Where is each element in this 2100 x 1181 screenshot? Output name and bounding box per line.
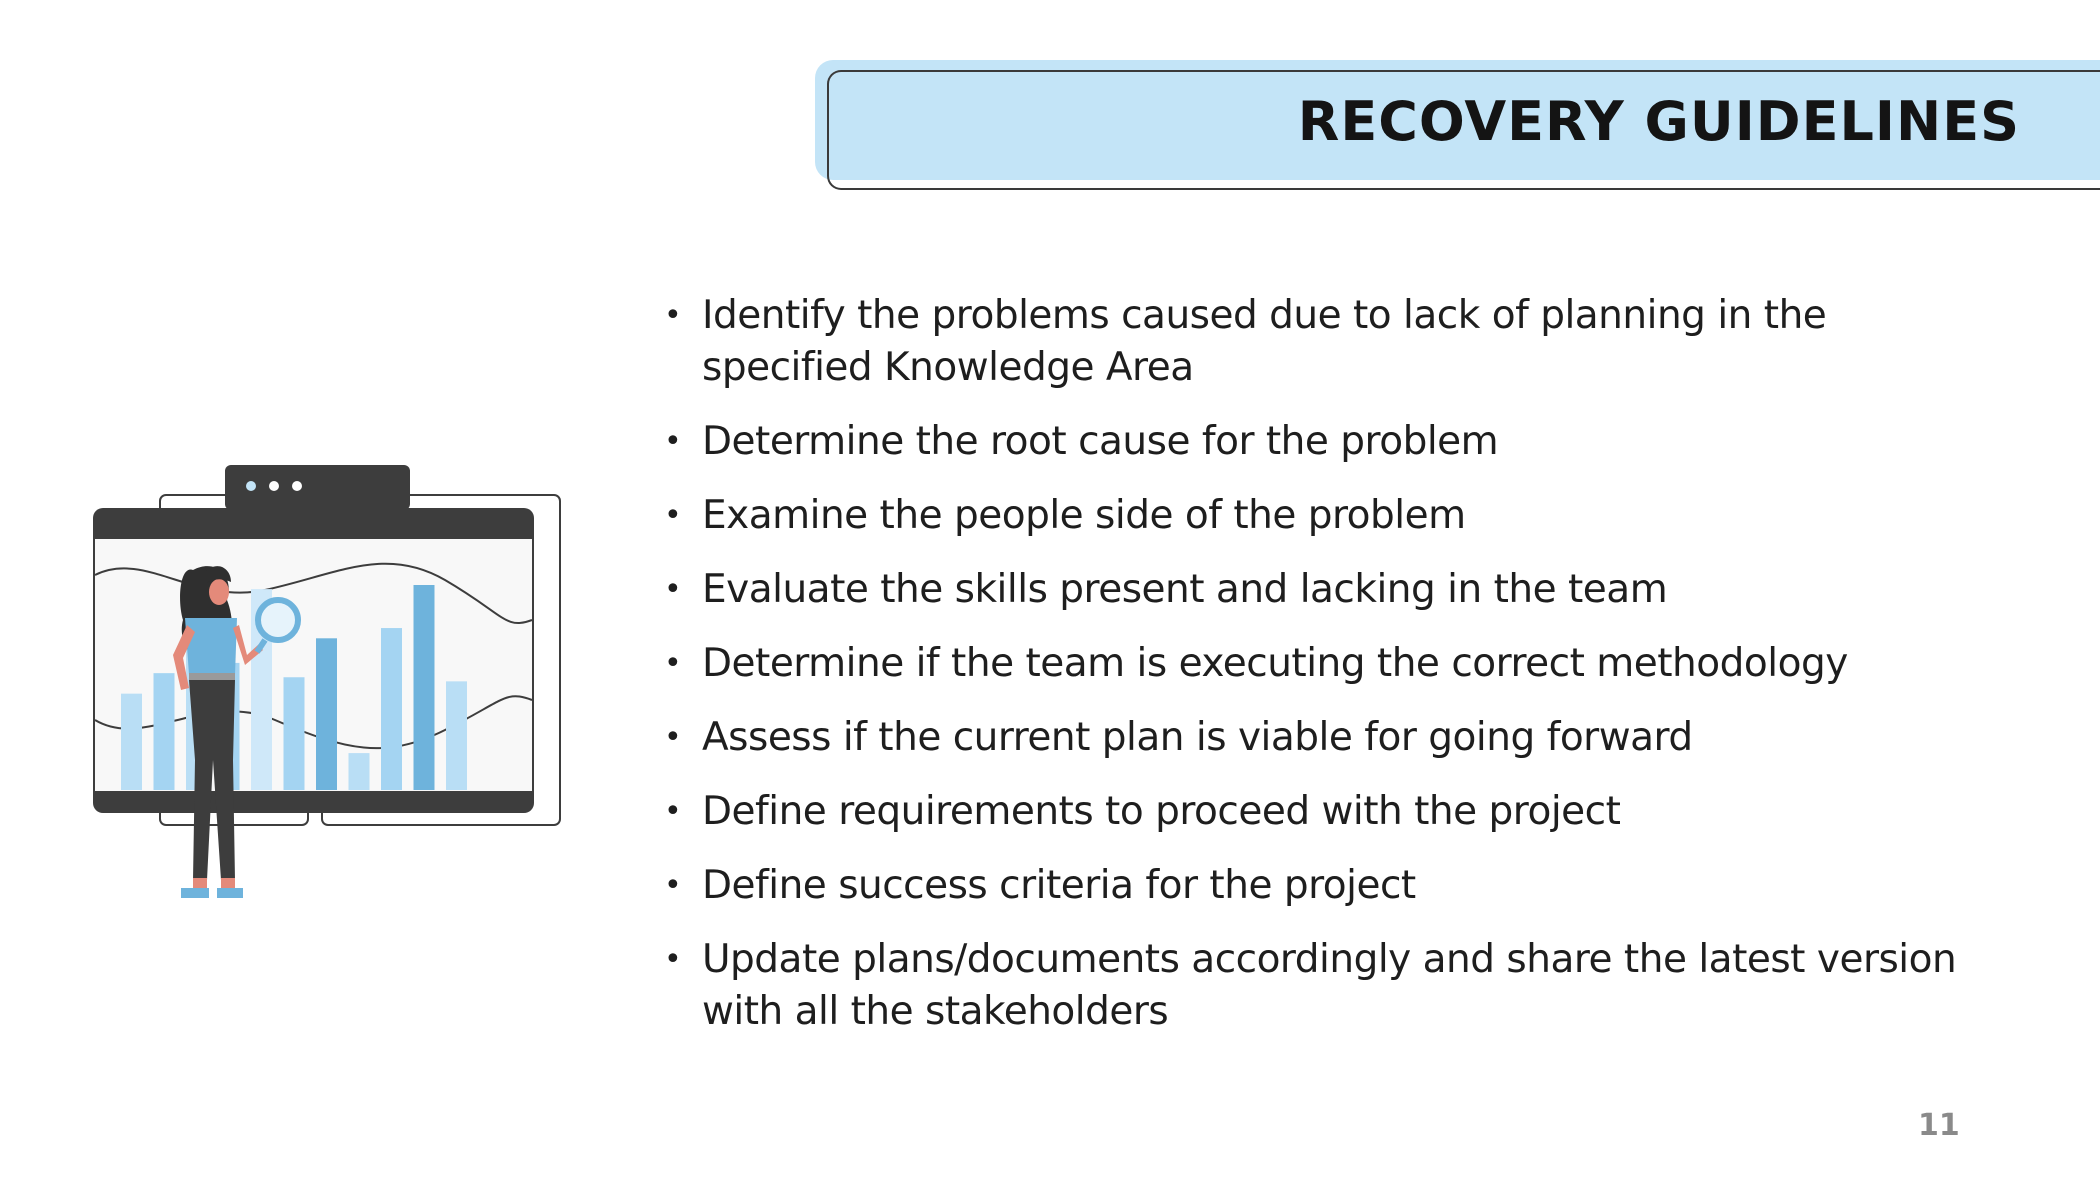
slide-title: RECOVERY GUIDELINES <box>1297 90 2020 153</box>
window-dot-1 <box>246 481 256 491</box>
woman-analyzing-bar-chart-illustration <box>85 460 575 920</box>
window-dot-3 <box>292 481 302 491</box>
right-shoe <box>217 888 243 898</box>
guideline-text: Identify the problems caused due to lack of planning in the specified Knowledge Area <box>702 293 1827 390</box>
guideline-item <box>660 712 1960 764</box>
face <box>209 579 229 605</box>
left-sock <box>193 878 207 888</box>
chart-bar <box>154 673 175 790</box>
guideline-item <box>660 564 1960 616</box>
guideline-text: Define requirements to proceed with the project <box>702 789 1621 834</box>
chart-bar <box>446 681 467 790</box>
guideline-item <box>660 490 1960 542</box>
guideline-item <box>660 416 1960 468</box>
title-banner <box>815 60 2100 185</box>
right-sock <box>221 878 235 888</box>
guideline-text: Examine the people side of the problem <box>702 493 1466 538</box>
guideline-text: Assess if the current plan is viable for going forward <box>702 715 1693 760</box>
shirt <box>185 618 237 675</box>
bullet-dot-icon: • <box>664 720 682 755</box>
belt <box>189 673 235 680</box>
bullet-dot-icon: • <box>664 298 682 333</box>
chart-bar <box>316 638 337 790</box>
guideline-text: Update plans/documents accordingly and share the latest version with all the stakeholders <box>702 937 1957 1034</box>
chart-bar <box>414 585 435 790</box>
bullet-dot-icon: • <box>664 794 682 829</box>
guideline-item <box>660 786 1960 838</box>
guideline-item <box>660 638 1960 690</box>
page-number: 11 <box>1918 1108 1960 1143</box>
guideline-item <box>660 860 1960 912</box>
bullet-dot-icon: • <box>664 572 682 607</box>
bullet-dot-icon: • <box>664 868 682 903</box>
chart-bar <box>121 694 142 790</box>
bullet-dot-icon: • <box>664 498 682 533</box>
bullet-dot-icon: • <box>664 646 682 681</box>
window-dot-2 <box>269 481 279 491</box>
bullet-dot-icon: • <box>664 424 682 459</box>
bullet-dot-icon: • <box>664 942 682 977</box>
guideline-text: Evaluate the skills present and lacking in the team <box>702 567 1668 612</box>
guideline-list <box>660 290 1960 1060</box>
guideline-text: Define success criteria for the project <box>702 863 1416 908</box>
trousers <box>189 680 235 880</box>
guideline-text: Determine if the team is executing the correct methodology <box>702 641 1848 686</box>
guideline-text: Determine the root cause for the problem <box>702 419 1499 464</box>
guideline-item <box>660 290 1960 394</box>
chart-bar <box>381 628 402 790</box>
left-shoe <box>181 888 209 898</box>
chart-bar <box>349 753 370 790</box>
guideline-item <box>660 934 1960 1038</box>
chart-bar <box>284 677 305 790</box>
